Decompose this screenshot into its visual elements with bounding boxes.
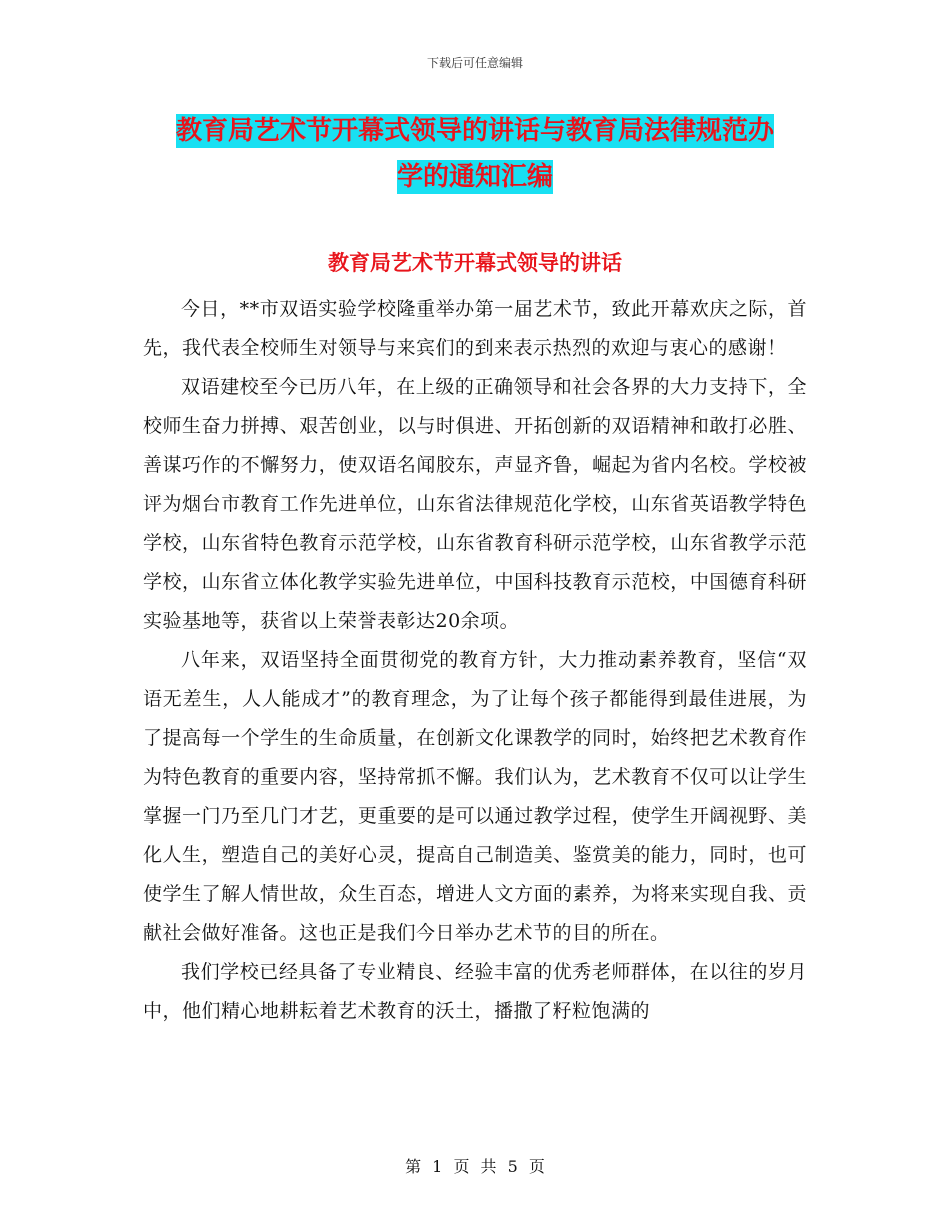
paragraph: 我们学校已经具备了专业精良、经验丰富的优秀老师群体，在以往的岁月中，他们精心地耕耘着艺术教育的沃土，播撒了籽粒饱满的	[143, 961, 807, 1022]
body-text	[143, 290, 807, 1031]
paragraph: 八年来，双语坚持全面贯彻党的教育方针，大力推动素养教育，坚信“双语无差生，人人能成才”的教育理念，为了让每个孩子都能得到最佳进展，为了提高每一个学生的生命质量，在创新文化课教学的同时，始终把艺术教育作为特色教育的重要内容，坚持常抓不懈。我们认为，艺术教育不仅可以让学生掌握一门乃至几门才艺，更重要的是可以通过教学过程，使学生开阔视野、美化人生，塑造自己的美好心灵，提高自己制造美、鉴赏美的能力，同时，也可使学生了解人情世故，众生百态，增进人文方面的素养，为将来实现自我、贡献社会做好准备。这也正是我们今日举办艺术节的目的所在。	[143, 649, 807, 944]
paragraph: 今日，**市双语实验学校隆重举办第一届艺术节，致此开幕欢庆之际，首先，我代表全校师生对领导与来宾们的到来表示热烈的欢迎与衷心的感谢！	[143, 298, 807, 359]
document-title	[145, 108, 805, 200]
header-note: 下载后可任意编辑	[426, 56, 523, 70]
paragraph: 双语建校至今已历八年，在上级的正确领导和社会各界的大力支持下，全校师生奋力拼搏、艰苦创业，以与时俱进、开拓创新的双语精神和敢打必胜、善谋巧作的不懈努力，使双语名闻胶东，声显齐鲁，崛起为省内名校。学校被评为烟台市教育工作先进单位，山东省法律规范化学校，山东省英语教学特色学校，山东省特色教育示范学校，山东省教育科研示范学校，山东省教学示范学校，山东省立体化教学实验先进单位，中国科技教育示范校，中国德育科研实验基地等，获省以上荣誉表彰达20余项。	[143, 376, 807, 632]
document-title-line-2: 学的通知汇编	[396, 162, 553, 192]
section-title: 教育局艺术节开幕式领导的讲话	[328, 251, 622, 275]
document-title-line-1: 教育局艺术节开幕式领导的讲话与教育局法律规范办	[175, 116, 774, 146]
page-number-footer: 第 1 页 共 5 页	[405, 1157, 545, 1176]
